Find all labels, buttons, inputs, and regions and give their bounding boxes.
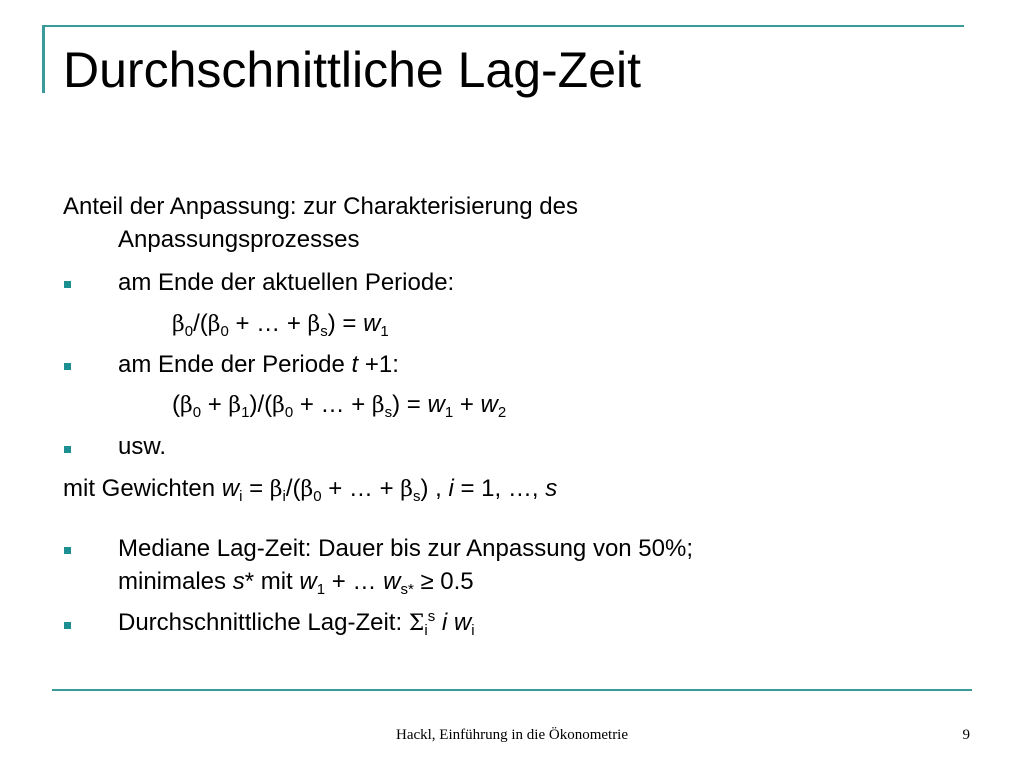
variable-i: i [441, 609, 448, 636]
footer-rule [52, 689, 972, 691]
formula-next-period [172, 390, 506, 421]
formula-text: /( [193, 310, 208, 337]
bullet-item-next-period [118, 350, 399, 380]
formula-text: = 1, …, [453, 475, 546, 502]
formula-text: ) , [420, 475, 449, 502]
subscript: 1 [316, 581, 326, 598]
subscript: 1 [444, 404, 454, 421]
beta-symbol: β [172, 312, 185, 337]
weight-symbol: w [299, 568, 317, 595]
subscript: i [282, 488, 286, 505]
formula-text: + [453, 391, 481, 418]
formula-text: ( [172, 391, 180, 418]
formula-text: + … + [228, 310, 308, 337]
weight-symbol: w [480, 391, 498, 418]
weight-symbol: w [427, 391, 445, 418]
weight-symbol: w [383, 568, 401, 595]
beta-symbol: β [371, 393, 385, 418]
bullet-text: minimales [118, 568, 233, 595]
formula-text: /( [285, 475, 301, 502]
bullet-text: am Ende der Periode [118, 351, 352, 378]
formula-text: ≥ 0.5 [413, 568, 474, 595]
subscript: 0 [284, 404, 294, 421]
formula-text: + [201, 391, 229, 418]
subscript: i [471, 622, 475, 639]
formula-text: + … [325, 568, 384, 595]
bullet-marker-2 [64, 363, 71, 370]
subscript: s [412, 488, 421, 505]
bullet-marker-5 [64, 622, 71, 629]
formula-text: * [244, 568, 255, 595]
intro-text-line1: Anteil der Anpassung: zur Charakterisierung des [63, 193, 578, 220]
beta-symbol: β [228, 393, 242, 418]
beta-symbol: β [300, 477, 314, 502]
subscript: 0 [313, 488, 322, 505]
variable-s: s [545, 475, 558, 502]
subscript: 0 [192, 404, 202, 421]
subscript: i [239, 488, 243, 505]
bullet-marker-1 [64, 281, 71, 288]
intro-text-line2: Anpassungsprozesses [118, 226, 360, 253]
slide-title: Durchschnittliche Lag-Zeit [63, 42, 642, 98]
subscript: s [384, 404, 393, 421]
beta-symbol: β [307, 312, 321, 337]
bullet-text: +1: [358, 351, 399, 378]
beta-symbol: β [400, 477, 413, 502]
beta-symbol: β [272, 393, 285, 418]
subscript: 0 [220, 323, 229, 340]
weights-definition [63, 474, 557, 505]
formula-current-period [172, 309, 389, 340]
weight-symbol: w [453, 609, 472, 636]
bullet-marker-4 [64, 547, 71, 554]
footer-text: Hackl, Einführung in die Ökonometrie [395, 727, 629, 743]
bullet-item-etc: usw. [118, 433, 167, 460]
bullet-item-average-lag [118, 608, 475, 639]
subscript: 0 [184, 323, 194, 340]
weight-symbol: w [363, 310, 381, 337]
subscript: s* [400, 581, 414, 598]
weight-symbol: w [221, 475, 240, 502]
bullet-marker-3 [64, 446, 71, 453]
formula-text: ) = [392, 391, 428, 418]
formula-text: = [242, 475, 270, 502]
beta-symbol: β [269, 477, 283, 502]
subscript: 2 [497, 404, 507, 421]
variable-t: t [351, 351, 359, 378]
variable-s: s [232, 568, 245, 595]
bullet-item-current-period: am Ende der aktuellen Periode: [118, 269, 455, 296]
bullet-text: mit [254, 568, 300, 595]
formula-text: + … + [293, 391, 372, 418]
beta-symbol: β [180, 393, 193, 418]
formula-text: )/( [249, 391, 273, 418]
subscript: 1 [380, 323, 389, 340]
bullet-text: Durchschnittliche Lag-Zeit: [118, 609, 409, 636]
variable-i: i [448, 475, 454, 502]
formula-text: ) = [327, 310, 364, 337]
beta-symbol: β [207, 312, 221, 337]
sigma-symbol: Σ [408, 611, 425, 636]
formula-text: + … + [321, 475, 401, 502]
subscript: i [424, 622, 428, 639]
page-number: 9 [962, 727, 970, 743]
subscript: s [320, 323, 328, 340]
subscript: 1 [241, 404, 250, 421]
median-lag-condition [118, 567, 474, 597]
superscript: s [427, 608, 436, 625]
weights-text: mit Gewichten [63, 475, 222, 502]
bullet-item-median-lag: Mediane Lag-Zeit: Dauer bis zur Anpassung von 50%; [118, 535, 694, 562]
